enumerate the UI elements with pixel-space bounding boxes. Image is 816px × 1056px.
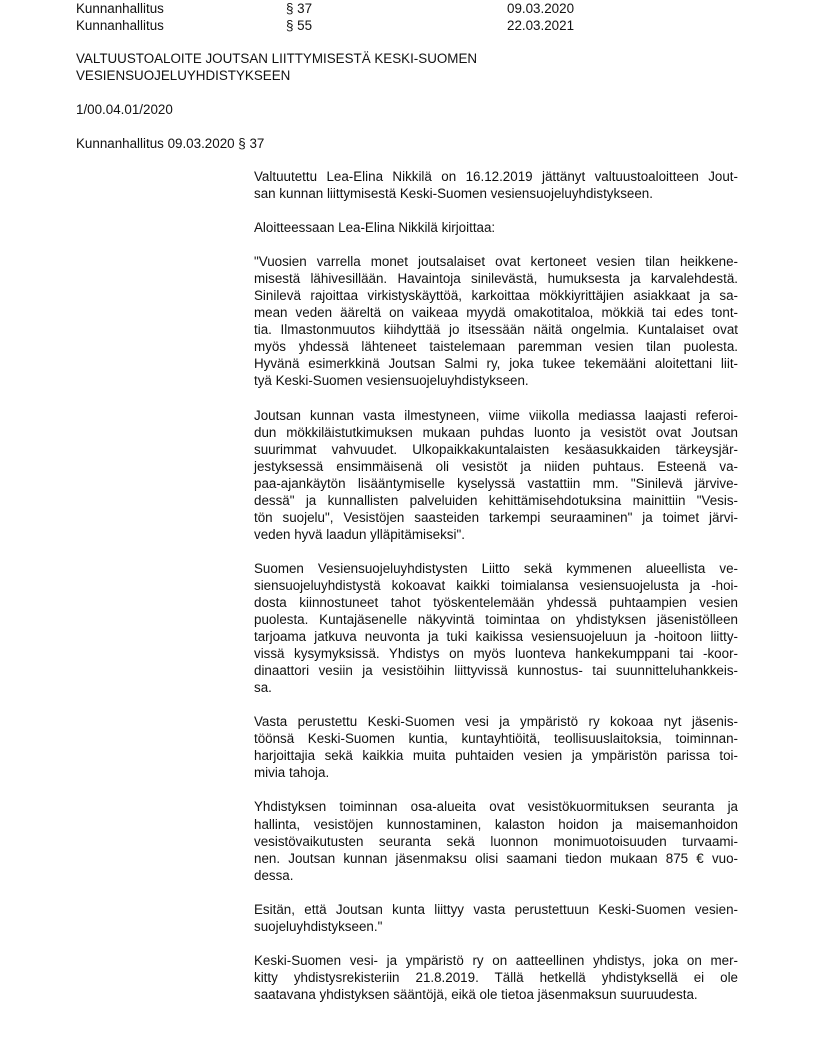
paragraph-line: kitty yhdistysrekisteriin 21.8.2019. Tällä hetkellä yhdistyksellä ei ole <box>254 969 738 985</box>
paragraph-line: Hyvänä esimerkkinä Joutsan Salmi ry, joka tukee tekemääni aloitettani liit- <box>254 356 738 372</box>
history-organ: Kunnanhallitus <box>76 18 164 33</box>
paragraph-line: puolesta. Kuntajäsenelle näkyvintä toimintaa on yhdistyksen jäsenistölleen <box>254 612 738 628</box>
history-section: § 55 <box>286 18 313 33</box>
paragraph-line: veden hyvä laadun ylläpitämiseksi". <box>254 526 465 542</box>
paragraph-line: Joutsan kunnan vasta ilmestyneen, viime viikolla mediassa laajasti referoi- <box>254 407 738 423</box>
body-paragraph <box>254 253 738 389</box>
paragraph-line: nen. Joutsan kunnan jäsenmaksu olisi saamani tiedon mukaan 875 € vuo- <box>254 850 738 866</box>
paragraph-line: sa. <box>254 680 272 696</box>
paragraph-line: Vasta perustettu Keski-Suomen vesi ja ympäristö ry kokoaa nyt jäsenis- <box>254 714 738 730</box>
meeting-heading: Kunnanhallitus 09.03.2020 § 37 <box>76 136 265 151</box>
body-paragraph <box>254 952 738 1003</box>
paragraph-line: suojeluyhdistykseen." <box>254 918 383 934</box>
body-paragraph <box>254 168 738 202</box>
paragraph-line: Yhdistyksen toiminnan osa-alueita ovat vesistökuormituksen seuranta ja <box>254 799 738 815</box>
paragraph-line: vissä kysymyksissä. Yhdistys on myös luonteva hankekumppani tai -koor- <box>254 646 738 662</box>
paragraph-line: Esitän, että Joutsan kunta liittyy vasta perustettuun Keski-Suomen vesien- <box>254 901 738 917</box>
paragraph-line: dessa. <box>254 867 294 883</box>
paragraph-line: töönsä Keski-Suomen kuntia, kuntayhtiöitä, teollisuuslaitoksia, toiminnan- <box>254 731 738 747</box>
paragraph-line: tyä Keski-Suomen vesiensuojeluyhdistykseen. <box>254 373 529 389</box>
body-paragraph <box>254 798 738 883</box>
paragraph-line: tarjoama jatkuva neuvonta ja tuki kaikissa vesiensuojeluun ja -hoitoon liitty- <box>254 629 738 645</box>
paragraph-line: Suomen Vesiensuojeluyhdistysten Liitto sekä kymmenen alueellista ve- <box>254 560 738 576</box>
body-text <box>254 168 738 1020</box>
paragraph-line: vesistövaikutusten seuranta sekä luonnon monimuotoisuuden turvaami- <box>254 833 738 849</box>
paragraph-line: "Vuosien varrella monet joutsalaiset ovat kertoneet vesien tilan heikkene- <box>254 254 738 270</box>
body-paragraph <box>254 407 738 543</box>
diary-number: 1/00.04.01/2020 <box>76 102 173 117</box>
document-title: VALTUUSTOALOITE JOUTSAN LIITTYMISESTÄ KESKI-SUOMEN VESIENSUOJELUYHDISTYKSEEN <box>76 51 478 83</box>
history-organ: Kunnanhallitus <box>76 1 164 16</box>
paragraph-line: harjoittajia sekä kaikkia muita puhtaiden vesien ja ympäristön parissa toi- <box>254 748 738 764</box>
paragraph-line: dessä" ja kunnallisten palveluiden kehittämisehdotuksina mainittiin "Vesis- <box>254 492 738 508</box>
paragraph-line: jestyksessä ensimmäisenä oli vesistöt ja niiden puhtaus. Esteenä va- <box>254 458 738 474</box>
body-paragraph <box>254 713 738 781</box>
body-paragraph <box>254 560 738 696</box>
paragraph-line: saatavana yhdistyksen sääntöjä, eikä ole tietoa jäsenmaksun suuruudesta. <box>254 986 698 1002</box>
paragraph-line: myös yhdessä lähteneet taistelemaan paremman vesien tilan puolesta. <box>254 339 738 355</box>
paragraph-line: misestä lähivesillään. Havaintoja sinilevästä, humuksesta ja karvalehdestä. <box>254 271 738 287</box>
paragraph-line: paa-ajankäytön lisääntymiselle kyselyssä vastattiin mm. "Sinilevä järvive- <box>254 475 738 491</box>
paragraph-line: dun mökkiläistutkimuksen mukaan puhdas luonto ja vesistöt ovat Joutsan <box>254 424 738 440</box>
paragraph-line: mean veden ääreltä on vaikeaa myydä omakotitaloa, mökkiä tai edes tont- <box>254 305 738 321</box>
paragraph-line: mivia tahoja. <box>254 765 330 781</box>
body-paragraph <box>254 901 738 935</box>
history-date: 09.03.2020 <box>507 1 575 16</box>
body-paragraph <box>254 219 738 236</box>
paragraph-line: dosta kiinnostuneet tahot työskentelemään yhdessä puhtaampien vesien <box>254 594 738 610</box>
paragraph-line: siensuojeluyhdistystä kokoavat kaikki toimialansa vesiensuojelusta ja -hoi- <box>254 577 738 593</box>
paragraph-line: suurimmat vahvuudet. Ulkopaikkakuntalaisten kesäasukkaiden tärkeysjär- <box>254 441 738 457</box>
paragraph-line: Keski-Suomen vesi- ja ympäristö ry on aatteellinen yhdistys, joka on mer- <box>254 952 738 968</box>
paragraph-line: dinaattori vesiin ja vesistöihin liittyvissä kunnostus- tai suunnitteluhankkeis- <box>254 663 738 679</box>
paragraph-line: Sinilevä rajoittaa virkistyskäyttöä, karkoittaa mökkiyrittäjien asiakkaat ja sa- <box>254 288 738 304</box>
paragraph-line: tia. Ilmastonmuutos kiihdyttää jo itsessään näitä ongelmia. Kuntalaiset ovat <box>254 322 738 338</box>
paragraph-line: Aloitteessaan Lea-Elina Nikkilä kirjoittaa: <box>254 220 496 236</box>
history-date: 22.03.2021 <box>507 18 575 33</box>
paragraph-line: san kunnan liittymisestä Keski-Suomen vesiensuojeluyhdistykseen. <box>254 186 653 202</box>
paragraph-line: Valtuutettu Lea-Elina Nikkilä on 16.12.2019 jättänyt valtuustoaloitteen Jout- <box>254 169 738 184</box>
paragraph-line: hallinta, vesistöjen kunnostaminen, kalaston hoidon ja maisemanhoidon <box>254 816 738 832</box>
paragraph-line: tön suojelu", Vesistöjen saasteiden tarkempi seuraaminen" ja toimet järvi- <box>254 509 738 525</box>
history-section: § 37 <box>286 1 313 16</box>
